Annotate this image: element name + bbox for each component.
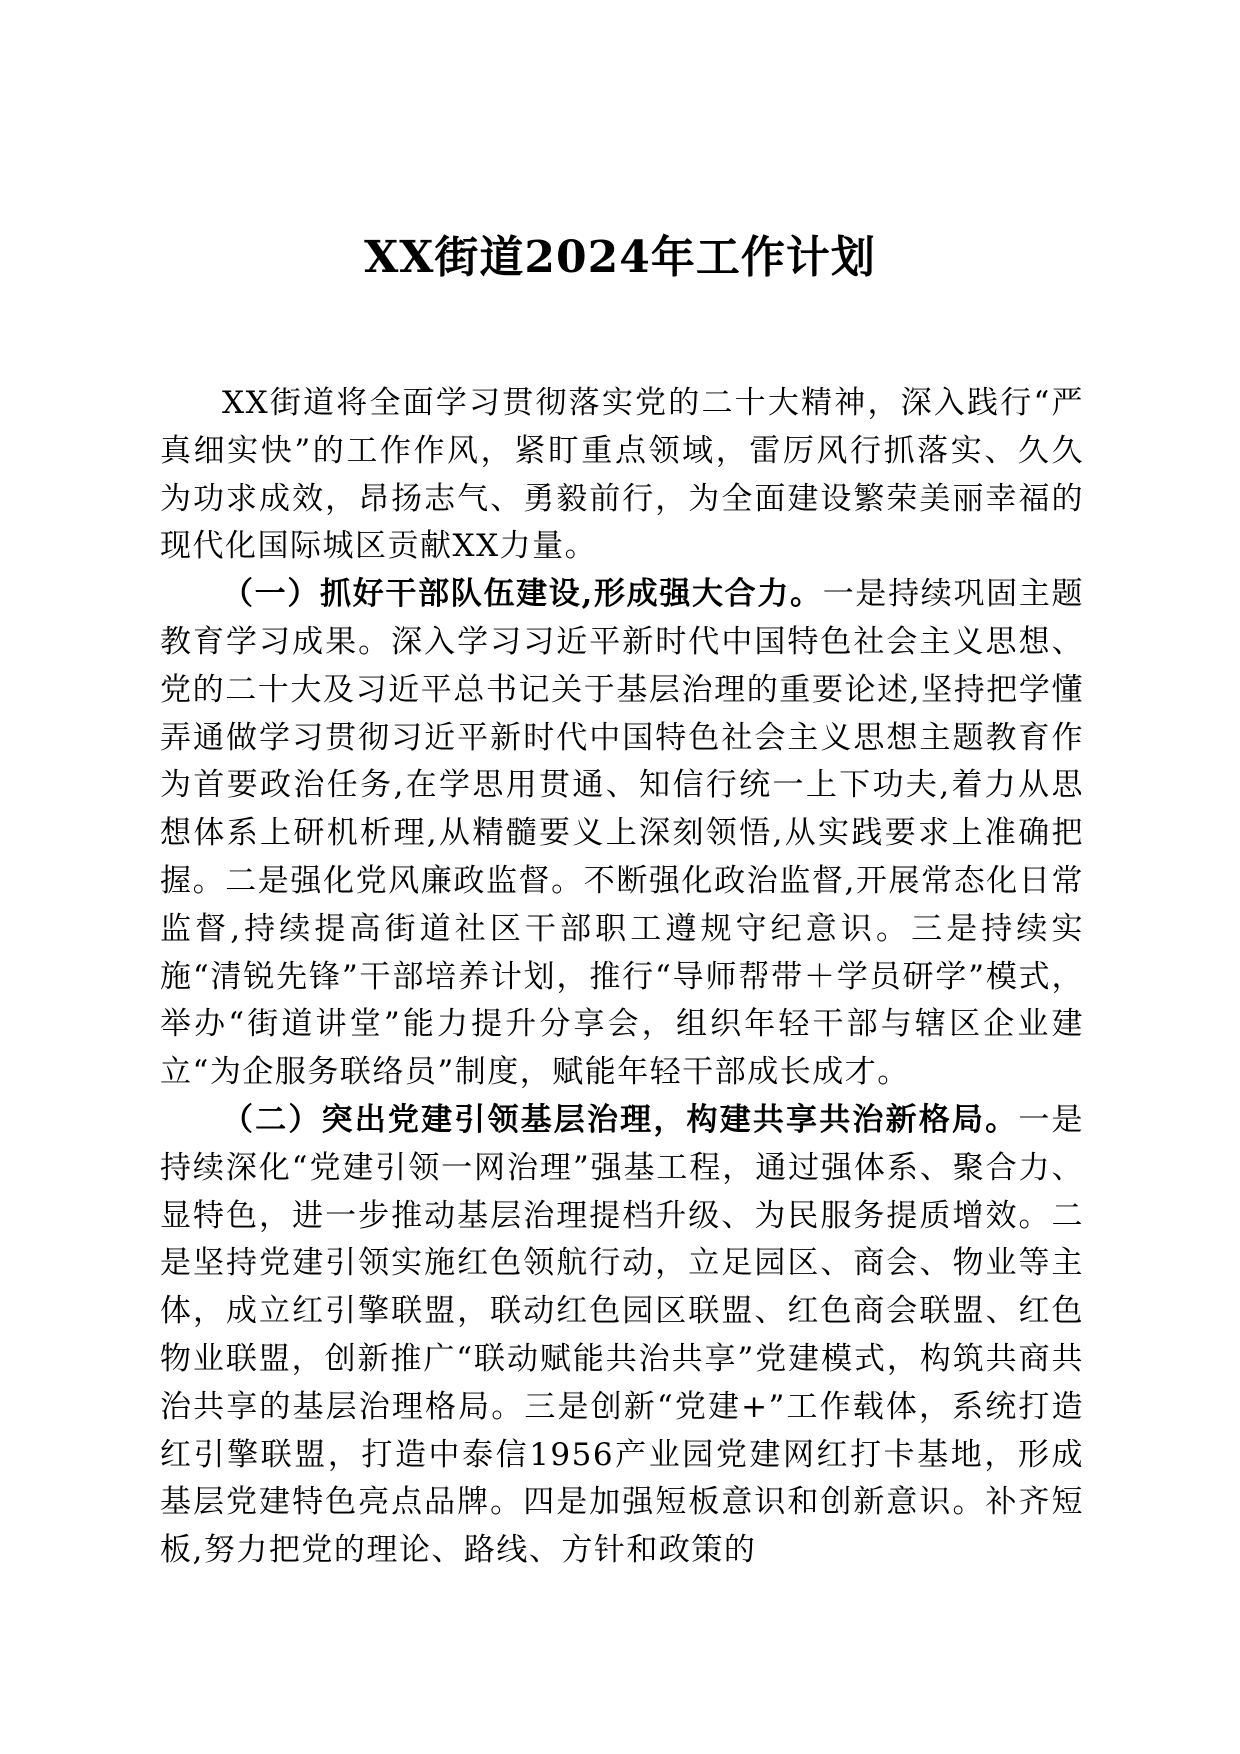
section-body: 一是持续深化“党建引领一网治理”强基工程，通过强体系、聚合力、显特色，进一步推动基层治理提档升级、为民服务提质增效。二是坚持党建引领实施红色领航行动，立足园区、商会、物业等主体，成立红引擎联盟，联动红色园区联盟、红色商会联盟、红色物业联盟，创新推广“联动赋能共治共享”党建模式，构筑共商共治共享的基层治理格局。三是创新“党建+”工作载体，系统打造红引擎联盟，打造中泰信1956产业园党建网红打卡基地，形成基层党建特色亮点品牌。四是加强短板意识和创新意识。补齐短板,努力把党的理论、路线、方针和政策的	[160, 1101, 1085, 1569]
section-heading: （二）突出党建引领基层治理，构建共享共治新格局。	[222, 1101, 1019, 1138]
document-body	[160, 380, 1084, 1575]
document-title: XX街道2024年工作计划	[364, 232, 876, 283]
section-paragraph	[160, 1097, 1084, 1575]
section-paragraph	[160, 571, 1084, 1097]
section-heading: （一）抓好干部队伍建设,形成强大合力。	[222, 576, 823, 613]
section-body: 一是持续巩固主题教育学习成果。深入学习习近平新时代中国特色社会主义思想、党的二十大及习近平总书记关于基层治理的重要论述,坚持把学懂弄通做学习贯彻习近平新时代中国特色社会主义思想主题教育作为首要政治任务,在学思用贯通、知信行统一上下功夫,着力从思想体系上研机析理,从精髓要义上深刻领悟,从实践要求上准确把握。二是强化党风廉政监督。不断强化政治监督,开展常态化日常监督,持续提高街道社区干部职工遵规守纪意识。三是持续实施“清锐先锋”干部培养计划，推行“导师帮带＋学员研学”模式，举办“街道讲堂”能力提升分享会，组织年轻干部与辖区企业建立“为企服务联络员”制度，赋能年轻干部成长成才。	[160, 576, 1084, 1091]
intro-paragraph: XX街道将全面学习贯彻落实党的二十大精神，深入践行“严真细实快”的工作作风，紧盯重点领域，雷厉风行抓落实、久久为功求成效，昂扬志气、勇毅前行，为全面建设繁荣美丽幸福的现代化国际城区贡献XX力量。	[160, 385, 1084, 565]
